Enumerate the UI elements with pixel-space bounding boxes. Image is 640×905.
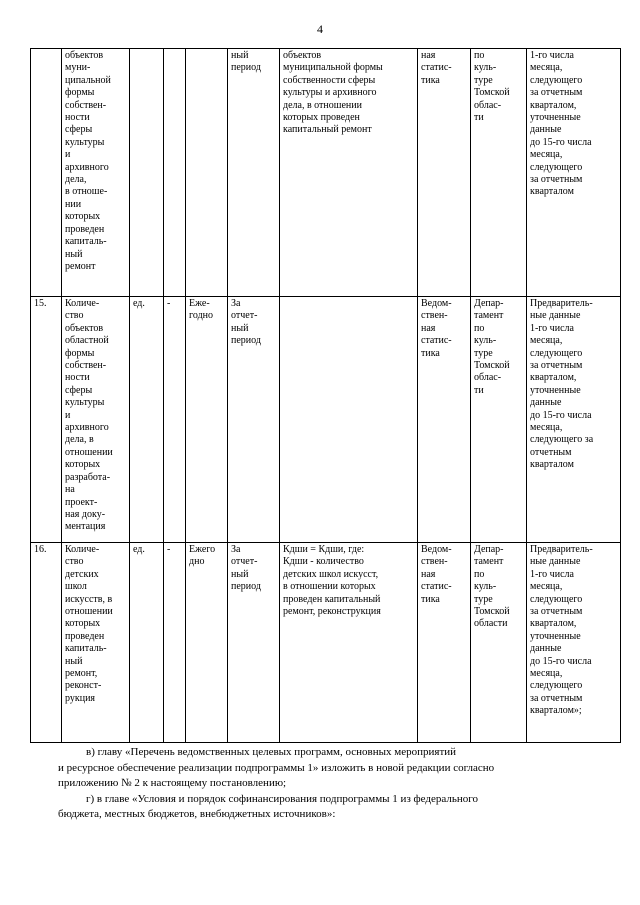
cell-line: Томской xyxy=(474,606,510,618)
dash-cell xyxy=(164,49,186,297)
cell-line: сферы xyxy=(65,384,93,396)
frequency xyxy=(186,49,228,297)
cell-line: на xyxy=(65,484,75,496)
cell-line: Кдши = Кдши, где: xyxy=(283,544,365,555)
cell-line: Депар- xyxy=(474,298,504,309)
cell-line: культуры xyxy=(65,136,105,148)
cell-line: туре xyxy=(474,593,493,605)
cell-line: кварталом»; xyxy=(530,705,582,717)
cell-line: Предваритель- xyxy=(530,544,593,555)
cell-line: Количе- xyxy=(65,298,100,309)
cell-line: Ведом- xyxy=(421,298,452,309)
cell-line: уточненные xyxy=(530,112,581,124)
row-number xyxy=(31,49,62,297)
cell-line: ремонт, xyxy=(65,668,98,680)
cell-line: капиталь- xyxy=(65,643,107,655)
cell-line: статис- xyxy=(421,62,452,74)
text-line: и ресурсное обеспечение реализации подпрограммы 1» изложить в новой редакции согласно xyxy=(58,761,495,774)
cell-line: Еже- xyxy=(189,298,210,309)
cell-line: дела, xyxy=(65,174,87,186)
cell-line: культуры и архивного xyxy=(283,87,377,99)
cell-line: капитальный ремонт xyxy=(283,124,372,136)
cell-line: ная xyxy=(421,50,436,61)
cell-line: следующего xyxy=(530,161,583,173)
cell-line: проведен капитальный xyxy=(283,593,381,605)
dash-cell: - xyxy=(164,297,186,543)
cell-line: ти xyxy=(474,112,484,124)
cell-line: проект- xyxy=(65,496,98,508)
cell-line: период xyxy=(231,335,261,347)
cell-line: нии xyxy=(65,198,82,210)
indicator-name xyxy=(62,49,130,297)
cell-line: за отчетным xyxy=(530,87,583,99)
cell-line: области xyxy=(474,618,508,630)
cell-line: собственности сферы xyxy=(283,74,376,86)
cell-line: ство xyxy=(65,556,84,568)
cell-line: которых проведен xyxy=(283,112,360,124)
cell-line: Ежего xyxy=(189,544,216,555)
data-source xyxy=(418,49,471,297)
cell-line: Ведом- xyxy=(421,544,452,555)
calculation-method xyxy=(280,543,418,743)
cell-line: за отчетным xyxy=(530,174,583,186)
cell-line: кварталом, xyxy=(530,99,577,111)
text-line: бюджета, местных бюджетов, внебюджетных источников»: xyxy=(58,808,336,820)
paragraph-g xyxy=(58,792,618,823)
cell-line: месяца, xyxy=(530,335,563,347)
cell-line: кварталом xyxy=(530,186,574,198)
cell-line: ный xyxy=(231,50,249,61)
cell-line: за отчетным xyxy=(530,606,583,618)
cell-line: проведен xyxy=(65,223,105,235)
cell-line: по xyxy=(474,568,485,580)
cell-line: отчет- xyxy=(231,310,258,322)
table-row xyxy=(31,543,621,743)
text-line: г) в главе «Условия и порядок софинансирования подпрограммы 1 из федерального xyxy=(86,792,478,805)
cell-line: до 15-го числа xyxy=(530,655,592,667)
cell-line: куль- xyxy=(474,335,497,347)
frequency xyxy=(186,543,228,743)
unit-of-measure xyxy=(130,49,164,297)
cell-line: Томской xyxy=(474,87,510,99)
cell-line: и xyxy=(65,409,71,421)
cell-line: объектов xyxy=(65,50,104,61)
cell-line: в отношении которых xyxy=(283,581,376,593)
cell-line: муниципальной формы xyxy=(283,62,383,74)
cell-line: тика xyxy=(421,74,440,86)
cell-line: ти xyxy=(474,384,484,396)
cell-line: следующего xyxy=(530,593,583,605)
cell-line: следующего за xyxy=(530,434,594,446)
indicators-table xyxy=(30,48,621,743)
cell-line: Количе- xyxy=(65,544,100,555)
cell-line: кварталом, xyxy=(530,372,577,384)
cell-line: месяца, xyxy=(530,668,563,680)
cell-line: архивного xyxy=(65,161,109,173)
cell-line: ментация xyxy=(65,521,106,533)
cell-line: собствен- xyxy=(65,99,107,111)
indicator-name xyxy=(62,543,130,743)
cell-line: ная xyxy=(421,322,436,334)
cell-line: ный xyxy=(231,568,249,580)
cell-line: данные xyxy=(530,397,562,409)
cell-line: в отноше- xyxy=(65,186,108,198)
cell-line: следующего xyxy=(530,74,583,86)
cell-line: до 15-го числа xyxy=(530,409,592,421)
cell-line: данные xyxy=(530,643,562,655)
cell-line: период xyxy=(231,62,261,74)
cell-line: За xyxy=(231,544,241,555)
cell-line: уточненные xyxy=(530,384,581,396)
cell-line: которых xyxy=(65,618,101,630)
cell-line: 1-го числа xyxy=(530,322,574,334)
deadline xyxy=(527,49,621,297)
cell-line: по xyxy=(474,50,485,61)
cell-line: ципальной xyxy=(65,74,111,86)
cell-line: облас- xyxy=(474,372,502,384)
cell-line: тамент xyxy=(474,310,504,322)
cell-line: архивного xyxy=(65,422,109,434)
cell-line: куль- xyxy=(474,581,497,593)
cell-line: сферы xyxy=(65,124,93,136)
table-row xyxy=(31,297,621,543)
cell-line: облас- xyxy=(474,99,502,111)
cell-line: отношении xyxy=(65,606,113,618)
time-period xyxy=(228,297,280,543)
cell-line: ная xyxy=(421,568,436,580)
data-source xyxy=(418,543,471,743)
cell-line: ные данные xyxy=(530,310,581,322)
cell-line: тамент xyxy=(474,556,504,568)
cell-line: которых xyxy=(65,459,101,471)
cell-line: капиталь- xyxy=(65,236,107,248)
cell-line: детских школ искусст, xyxy=(283,568,379,580)
cell-line: месяца, xyxy=(530,149,563,161)
frequency xyxy=(186,297,228,543)
table-row xyxy=(31,49,621,297)
text-line: приложению № 2 к настоящему постановлению; xyxy=(58,777,287,789)
cell-line: ности xyxy=(65,112,90,124)
cell-line: кварталом, xyxy=(530,618,577,630)
cell-line: Кдши - количество xyxy=(283,556,364,568)
row-number: 16. xyxy=(31,543,62,743)
time-period xyxy=(228,543,280,743)
cell-line: формы xyxy=(65,87,95,99)
cell-line: и xyxy=(65,149,71,161)
cell-line: реконст- xyxy=(65,680,102,692)
cell-line: ствен- xyxy=(421,310,448,322)
cell-line: Томской xyxy=(474,360,510,372)
cell-line: 1-го числа xyxy=(530,568,574,580)
cell-line: ствен- xyxy=(421,556,448,568)
cell-line: Предваритель- xyxy=(530,298,593,309)
unit-of-measure: ед. xyxy=(130,543,164,743)
cell-line: тика xyxy=(421,593,440,605)
unit-of-measure: ед. xyxy=(130,297,164,543)
responsible-body xyxy=(471,49,527,297)
cell-line: ная доку- xyxy=(65,508,106,520)
cell-line: разработа- xyxy=(65,471,111,483)
cell-line: за отчетным xyxy=(530,692,583,704)
cell-line: уточненные xyxy=(530,630,581,642)
cell-line: ство xyxy=(65,310,84,322)
cell-line: которых xyxy=(65,211,101,223)
cell-line: искусств, в xyxy=(65,593,113,605)
cell-line: кварталом xyxy=(530,459,574,471)
responsible-body xyxy=(471,543,527,743)
cell-line: объектов xyxy=(65,322,104,334)
cell-line: ремонт xyxy=(65,260,96,272)
responsible-body xyxy=(471,297,527,543)
cell-line: 1-го числа xyxy=(530,50,574,61)
cell-line: дно xyxy=(189,556,205,568)
cell-line: тика xyxy=(421,347,440,359)
cell-line: дела, в отношении xyxy=(283,99,362,111)
paragraph-v xyxy=(58,745,618,792)
cell-line: отчет- xyxy=(231,556,258,568)
cell-line: статис- xyxy=(421,581,452,593)
cell-line: школ xyxy=(65,581,87,593)
dash-cell: - xyxy=(164,543,186,743)
cell-line: отношении xyxy=(65,446,113,458)
deadline xyxy=(527,297,621,543)
cell-line: собствен- xyxy=(65,360,107,372)
cell-line: За xyxy=(231,298,241,309)
cell-line: данные xyxy=(530,124,562,136)
cell-line: ные данные xyxy=(530,556,581,568)
cell-line: ремонт, реконструкция xyxy=(283,606,381,618)
cell-line: туре xyxy=(474,347,493,359)
cell-line: отчетным xyxy=(530,446,572,458)
deadline xyxy=(527,543,621,743)
cell-line: годно xyxy=(189,310,214,322)
cell-line: период xyxy=(231,581,261,593)
cell-line: куль- xyxy=(474,62,497,74)
calculation-method xyxy=(280,297,418,543)
cell-line: месяца, xyxy=(530,422,563,434)
cell-line: рукция xyxy=(65,692,96,704)
cell-line: за отчетным xyxy=(530,360,583,372)
document-text xyxy=(58,745,618,823)
data-source xyxy=(418,297,471,543)
cell-line: муни- xyxy=(65,62,91,74)
cell-line: объектов xyxy=(283,50,322,61)
cell-line: областной xyxy=(65,335,109,347)
cell-line: по xyxy=(474,322,485,334)
cell-line: до 15-го числа xyxy=(530,136,592,148)
row-number: 15. xyxy=(31,297,62,543)
cell-line: месяца, xyxy=(530,62,563,74)
indicator-name xyxy=(62,297,130,543)
cell-line: проведен xyxy=(65,630,105,642)
cell-line: месяца, xyxy=(530,581,563,593)
time-period xyxy=(228,49,280,297)
cell-line: Депар- xyxy=(474,544,504,555)
cell-line: статис- xyxy=(421,335,452,347)
cell-line: туре xyxy=(474,74,493,86)
calculation-method xyxy=(280,49,418,297)
cell-line: ности xyxy=(65,372,90,384)
cell-line: детских xyxy=(65,568,99,580)
cell-line: формы xyxy=(65,347,95,359)
page-number: 4 xyxy=(317,22,323,36)
cell-line: следующего xyxy=(530,680,583,692)
cell-line: ный xyxy=(231,322,249,334)
cell-line: дела, в xyxy=(65,434,94,446)
cell-line: ный xyxy=(65,248,83,260)
cell-line: следующего xyxy=(530,347,583,359)
cell-line: ный xyxy=(65,655,83,667)
text-line: в) главу «Перечень ведомственных целевых программ, основных мероприятий xyxy=(86,746,457,758)
cell-line: культуры xyxy=(65,397,105,409)
